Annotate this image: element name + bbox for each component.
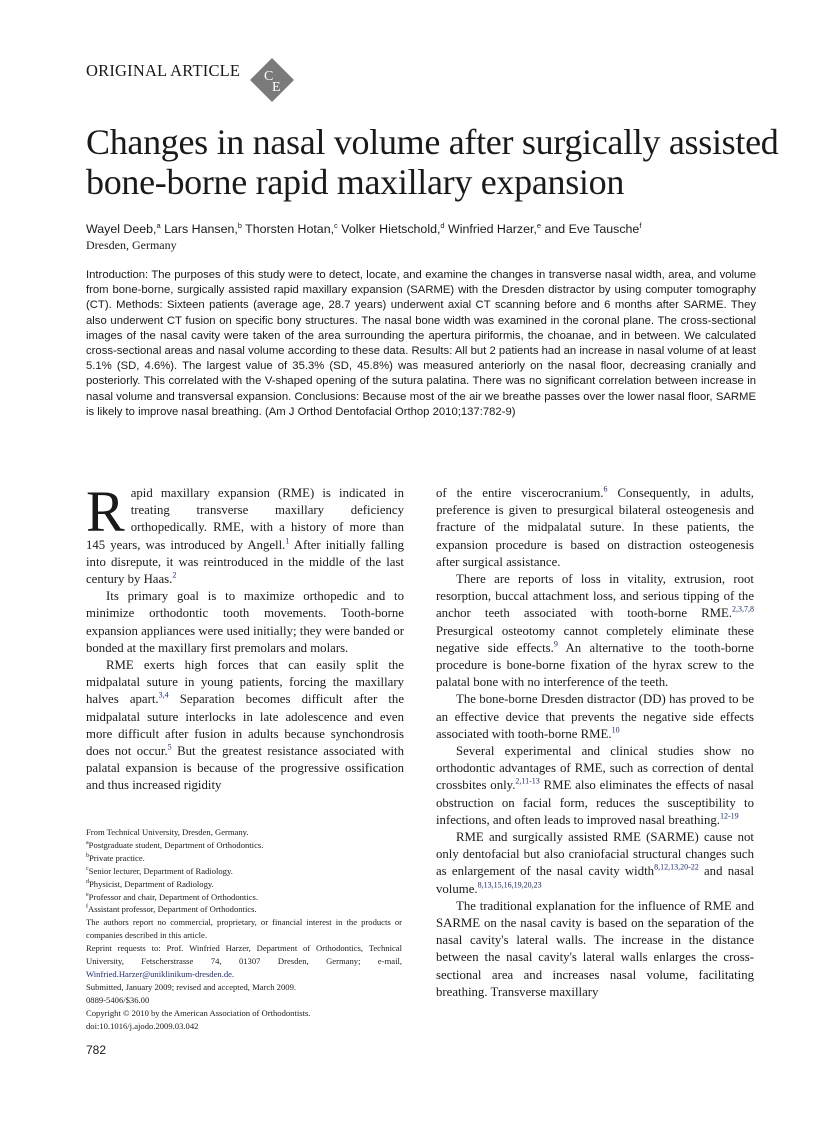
citation-link[interactable]: 8,12,13,20-22 [654,863,699,873]
affiliation-marker: a [156,220,161,230]
footnote-copyright: Copyright © 2010 by the American Association of Orthodontists. [86,1007,311,1018]
citation-link[interactable]: 9 [553,639,558,649]
doi-link[interactable]: doi:10.1016/j.ajodo.2009.03.042 [86,1020,199,1031]
footnote-issn: 0889-5406/$36.00 [86,994,150,1005]
body-paragraph: RME exerts high forces that can easily split the midpalatal suture in young patients, forcing the maxillary halves apart.$^{3,4}$ Separation becomes difficult after the midpalatal suture interlocks in late adolescence and even more difficult after fusion in adults because synchondrosis does not occur.$^5$ But the greatest resistance associated with palatal expansion is because of the progressive ossification and thus increased rigidity [86,658,404,793]
citation-link[interactable]: 2,11-13 [515,777,540,787]
ce-badge-icon[interactable] [250,58,294,102]
affiliation-marker: d [440,220,445,230]
body-paragraph: Rapid maxillary expansion (RME) is indicated in treating transverse maxillary deficiency orthopedically. RME, with a history of more than 145 years, was introduced by Angell.$^1$ After initially falling into disrepute, it was reintroduced in the middle of the last century by Haas.$^2$ [86,479,404,587]
body-paragraph: RME and surgically assisted RME (SARME) cause not only dentofacial but also craniofacial structural changes such as enlargement of the nasal cavity width$^{8,12,13,20-22}$ and nasal volume.$^{8,13,15,16,19,20,23}$ [436,830,755,896]
citation-link[interactable]: 2,3,7,8 [732,605,754,615]
footnote-interest: The authors report no commercial, proprietary, or financial interest in the products or companies described in this article. [86,917,402,941]
footnote: $^b$Private practice. [86,852,145,863]
body-paragraph: The traditional explanation for the influence of RME and SARME on the nasal cavity is based on the separation of the nasal cavity's lateral walls. The increase in the distance between the nasal cavity's lateral walls enlarges the cross-sectional area and increases nasal volume, facilitating breathing. Transverse maxillary [436,898,754,999]
body-paragraph: Several experimental and clinical studies show no orthodontic advantages of RME, such as correction of dental crossbites only.$^{2,11-13}$ RME also eliminates the effects of nasal obstruction on facial form, reduces the susceptibility to infections, and often leads to improved nasal breathing.$^{12-19}$ [436,744,754,827]
footnote: From Technical University, Dresden, Germany. [86,827,249,837]
footnote: $^f$Assistant professor, Department of Orthodontics. [86,904,257,915]
email-link[interactable]: Winfried.Harzer@uniklinikum-dresden.de [86,968,232,979]
body-paragraph: The bone-borne Dresden distractor (DD) has proved to be an effective device that prevents the negative side effects associated with tooth-borne RME.$^{10}$ [436,692,754,741]
body-paragraph: Its primary goal is to maximize orthopedic and to minimize orthodontic tooth movements. Tooth-borne expansion appliances were used initially; they were banded or bonded at the maxillary first premolars and molars. [86,589,404,655]
affiliation-marker: b [237,220,242,230]
citation-link[interactable]: 6 [603,484,608,494]
abstract: Introduction: The purposes of this study were to detect, locate, and examine the changes in transverse nasal width, area, and volume from bone-borne, surgically assisted rapid maxillary expansion (SARME) with the Dresden distractor by using computer tomography (CT). Methods: Sixteen patients (average age, 28.7 years) underwent axial CT scanning before and 6 months after SARME. They also underwent CT fusion on specific bony structures. The nasal bone width was examined in the coronal plane. The cross-sectional images of the nasal cavity were taken of the area surrounding the apertura piriformis, the choanae, and in between. We calculated cross-sectional areas and nasal volume according to these data. Results: All but 2 patients had an increase in nasal volume of at least 5.1% (SD, 4.6%). The largest value of 35.3% (SD, 45.8%) was measured anteriorly on the nasal floor, decreasing cranially and posteriorly. This correlated with the V-shaped opening of the sutura palatina. There was no significant correlation between increase in nasal volume and transversal expansion. Conclusions: Because most of the air we breathe passes over the lower nasal floor, SARME is likely to improve nasal breathing. (Am J Orthod Dentofacial Orthop 2010;137:782-9) [86,269,756,418]
author-name[interactable]: Thorsten Hotan, [241,222,335,236]
author-name[interactable]: Lars Hansen, [160,222,238,236]
citation-link[interactable]: 10 [611,725,620,735]
footnote-submitted: Submitted, January 2009; revised and accepted, March 2009. [86,981,297,992]
author-location: Dresden, Germany [86,238,177,252]
badge-letter-e: E [272,80,281,95]
affiliation-marker: e [536,220,542,230]
footnote: $^d$Physicist, Department of Radiology. [86,878,214,889]
article-title: Changes in nasal volume after surgically assisted bone-borne rapid maxillary expansion [86,122,779,202]
section-label: ORIGINAL ARTICLE [86,61,241,80]
affiliation-marker: f [639,220,642,230]
citation-link[interactable]: 2 [172,570,177,580]
author-name[interactable]: Wayel Deeb, [86,222,157,236]
citation-link[interactable]: 5 [167,742,172,752]
author-list [86,221,786,237]
affiliation-marker: c [334,220,338,230]
body-paragraph: There are reports of loss in vitality, extrusion, root resorption, buccal attachment loss, and serious tipping of the anchor teeth associated with tooth-borne RME.$^{2,3,7,8}$ Presurgical osteotomy cannot completely eliminate these negative side effects.$^9$ An alternative to the tooth-borne procedure is bone-borne fixation of the hyrax screw to the palatal bone with no interference of the teeth. [436,572,754,690]
footnote: $^e$Professor and chair, Department of Orthodontics. [86,891,259,902]
author-name[interactable]: and Eve Tausche [541,222,640,236]
citation-link[interactable]: 8,13,15,16,19,20,23 [477,880,542,890]
drop-cap: R [86,479,125,544]
footnote: $^c$Senior lecturer, Department of Radiology. [86,865,233,876]
body-column-left [86,479,404,795]
page-number: 782 [86,1043,107,1057]
footnote-reprint: Reprint requests to: Prof. Winfried Harzer, Department of Orthodontics, Technical University, Fetscherstrasse 74, 01307 Dresden, Germany; e-mail, Winfried.Harzer@uniklinikum-dresden.de. [86,943,402,979]
footnote: $^a$Postgraduate student, Department of Orthodontics. [86,839,264,850]
body-column-right [436,485,754,1001]
citation-link[interactable]: 1 [285,536,290,546]
body-paragraph: of the entire viscerocranium.$^6$ Consequently, in adults, preference is given to presurgical bilateral osteogenesis and fracture of the midpalatal suture. In these patients, the expansion procedure is based on distraction osteogenesis after surgical assistance. [436,484,754,569]
author-name[interactable]: Winfried Harzer, [444,222,537,236]
footnotes [86,826,402,1033]
citation-link[interactable]: 12-19 [719,811,739,821]
badge-letter-c: C [264,69,274,84]
citation-link[interactable]: 3,4 [158,691,169,701]
author-name[interactable]: Volker Hietschold, [337,222,441,236]
